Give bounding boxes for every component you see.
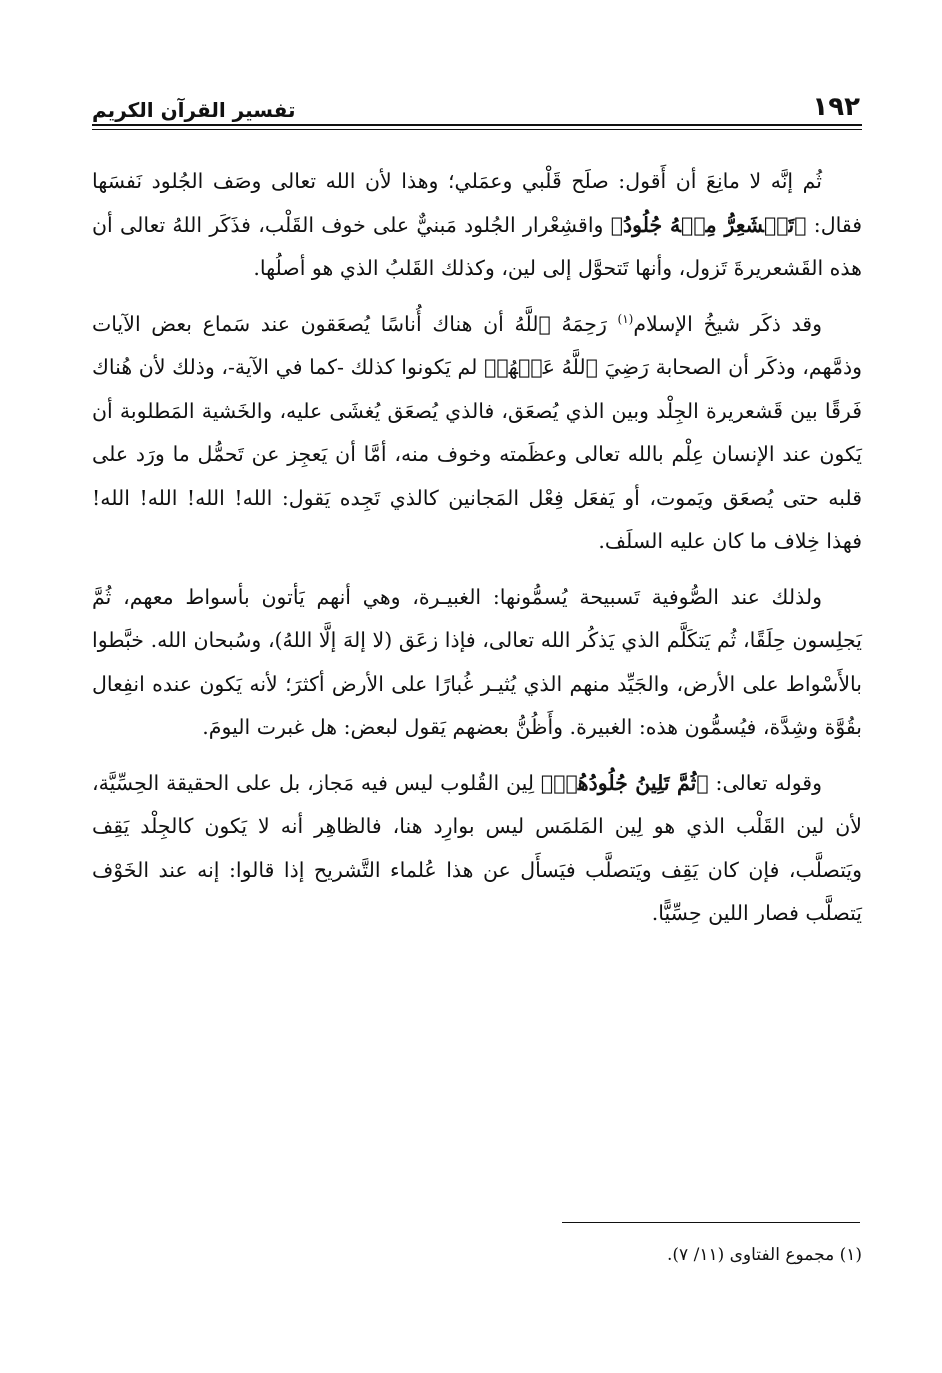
page-header (92, 82, 860, 122)
paragraph-3-part-1: ولذلك عند الصُّوفية تَسبيحة يُسمُّونها: الغبيـرة، وهي أنهم يَأتون بأسواط معهم، ثُمَّ يَجلِسون حِلَقًا، ثُم يَتكَلَّم الذي يَذكُر الله تعالى، فإذا زعَق (لا إلهَ إلَّا اللهُ)، وسُبحان الله. خبَّطوا بالأَسْواط على الأرض، والجَيِّد منهم الذي يُثيـر غُبارًا على الأرض أكثرَ؛ لأنه يَكون عنده انفِعال بقُوَّة وشِدَّة، فيُسمُّون هذه: الغبيرة. وأَظُنُّ بعضهم يَقول لبعض: هل غبرت اليومَ. (92, 584, 862, 739)
paragraph-4 (92, 762, 862, 936)
paragraph-1-part-1: ثُم إنَّه لا مانِعَ أن أَقول: صلَح قَلْبي وعمَلي؛ وهذا لأن الله تعالى وصَف الجُلود نَفسَها فقال: (92, 169, 863, 237)
paragraph-1 (92, 160, 862, 291)
paragraph-3 (92, 576, 862, 750)
header-rule-thick (92, 124, 862, 126)
quran-verse-1: ﴿تَقۡشَعِرُّ مِنۡهُ جُلُودُ﴾ (610, 212, 807, 237)
paragraph-2-part-1: وقد ذكَر شيخُ الإسلام (633, 311, 822, 336)
header-rule-thin (92, 129, 862, 130)
quran-verse-2: ﴿ثُمَّ تَلِينُ جُلُودُهُمۡ﴾ (540, 770, 709, 795)
paragraph-1-part-3: واقشِعْرار الجُلود مَبنيٌّ على خوف القَلْب، فذَكَر اللهُ تعالى أن هذه القَشعريرةَ تَزول، وأنها تَتحوَّل إلى لين، وكذلك القَلبُ الذي هو أصلُها. (92, 212, 862, 280)
main-text (92, 160, 862, 948)
paragraph-4-part-3: لِين القُلوب ليس فيه مَجاز، بل على الحقيقة الحِسِّيَّة، لأن لين القَلْب الذي هو لِين المَلمَس ليس بوارِد هنا، فالظاهِر أنه لا يَكون كالجِلْد يَقِف ويَتصلَّب، فإن كان يَقِف ويَتصلَّب فيَسأَل عن هذا عُلماء التَّشريح إذا قالوا: إنه عند الخَوْف يَتصلَّب فصار اللين حِسِّيًّا. (92, 770, 862, 925)
running-title: تفسير القرآن الكريم (92, 98, 296, 122)
footnote-ref-1[interactable]: (١) (617, 311, 634, 326)
paragraph-2 (92, 303, 862, 564)
paragraph-2-part-3: رَحِمَهُ ٱللَّهُ أن هناك أُناسًا يُصعَقون عند سَماع بعض الآيات وذمَّهم، وذكَر أن الصحابة رَضِيَ ٱللَّهُ عَنۡهُمۡ لم يَكونوا كذلك -كما في الآية-، وذلك لأن هُناك فَرقًا بين قَشعريرة الجِلْد وبين الذي يُصعَق، فالذي يُصعَق يُغشَى عليه، والخَشية المَطلوبة أن يَكون عند الإنسان عِلْم بالله تعالى وعظَمته وخوف منه، أمَّا أن يَعجِز عن تَحمُّل ما ورَد على قلبه حتى يُصعَق ويَموت، أو يَفعَل فِعْل المَجانين كالذي تَجِده يَقول: الله! الله! الله! الله! فهذا خِلاف ما كان عليه السلَف. (92, 311, 862, 553)
page-number: ١٩٢ (812, 92, 860, 122)
footnote-separator (562, 1222, 860, 1223)
paragraph-4-part-1: وقوله تعالى: (708, 770, 823, 795)
footnote-1: (١) مجموع الفتاوى (١١/ ٧). (666, 1245, 862, 1265)
